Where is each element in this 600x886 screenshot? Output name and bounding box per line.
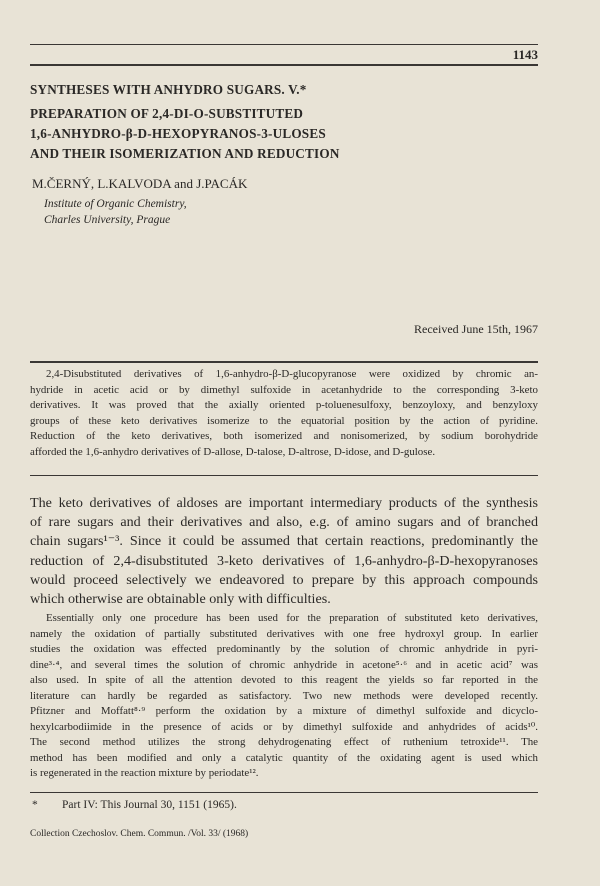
journal-footer: Collection Czechoslov. Chem. Commun. /Vol. 33/ (1968): [30, 829, 249, 839]
intro-line: chain sugars¹⁻³. Since it could be assumed that certain reactions, predominantly the: [30, 533, 538, 550]
body-line: is regenerated in the reaction mixture by periodate¹².: [30, 767, 259, 779]
body-paragraph: [30, 611, 538, 782]
abstract-top-rule: [30, 361, 538, 363]
abstract-line: afforded the 1,6-anhydro derivatives of D-allose, D-talose, D-altrose, D-idose, and D-gulose.: [30, 445, 436, 458]
body-line: method has been modified and only a catalytic quantity of the oxidating agent is used which: [30, 751, 538, 764]
intro-line: The keto derivatives of aldoses are important intermediary products of the synthesis: [30, 495, 538, 511]
abstract-line: Reduction of the keto derivatives, both isomerized and nonisomerized, by sodium borohydride: [30, 430, 538, 443]
top-rule: [30, 44, 538, 45]
body-line: studies the oxidation was effected predominantly by the solution of chromic anhydride in pyri-: [30, 643, 538, 655]
article-title: [30, 80, 540, 164]
affiliation-line: Institute of Organic Chemistry,: [44, 198, 187, 210]
title-line: SYNTHESES WITH ANHYDRO SUGARS. V.*: [30, 82, 307, 97]
abstract-line: groups of these keto derivatives isomerize to the equatorial position by the action of pyridine.: [30, 414, 538, 427]
intro-line: which otherwise are obtainable only with difficulties.: [30, 591, 331, 608]
received-date: Received June 15th, 1967: [414, 322, 538, 336]
abstract: [30, 367, 538, 461]
affiliation: [44, 196, 187, 228]
page-number: 1143: [512, 47, 538, 62]
body-line: Pfitzner and Moffatt⁸·⁹ perform the oxidation by a mixture of dimethyl sulfoxide and dicyclo-: [30, 705, 538, 717]
body-line: namely the oxidation of partially substituted derivatives with one free hydroxyl group. In earlier: [30, 627, 538, 640]
intro-line: of rare sugars and their derivatives and also, e.g. of amino sugars and of branched: [30, 514, 538, 531]
header-rule: [30, 64, 538, 66]
body-line: dine³·⁴, and several times the solution of chromic anhydride in acetone⁵·⁶ and in acetic acid⁷ was: [30, 658, 538, 671]
footnote-rule: [30, 792, 538, 793]
body-line: literature can hardly be regarded as satisfactory. Two new methods were developed recently.: [30, 689, 538, 702]
title-line: PREPARATION OF 2,4-DI-O-SUBSTITUTED: [30, 106, 304, 121]
body-line: also used. In spite of all the attention devoted to this reagent the yields so far reported in the: [30, 674, 538, 686]
intro-paragraph: [30, 494, 538, 609]
abstract-line: derivatives. It was proved that the axially oriented p-toluenesulfoxy, benzoyloxy, and benzyloxy: [30, 399, 538, 412]
affiliation-line: Charles University, Prague: [44, 214, 171, 226]
intro-line: reduction of 2,4-disubstituted 3-keto derivatives of 1,6-anhydro-β-D-hexopyranoses: [30, 552, 538, 569]
footnote-text: Part IV: This Journal 30, 1151 (1965).: [62, 799, 237, 811]
authors: M.ČERNÝ, L.KALVODA and J.PACÁK: [32, 176, 248, 191]
abstract-line: 2,4-Disubstituted derivatives of 1,6-anhydro-β-D-glucopyranose were oxidized by chromic an-: [46, 368, 538, 380]
intro-line: would proceed selectively we endeavored to prepare by this approach compounds: [30, 571, 538, 588]
body-line: The second method utilizes the strong dehydrogenating effect of ruthenium tetroxide¹¹. The: [30, 736, 538, 748]
body-line: Essentially only one procedure has been used for the preparation of substituted keto derivatives,: [46, 612, 538, 624]
abstract-line: hydride in acetic acid or by dimethyl sulfoxide in acetanhydride to the corresponding 3-keto: [30, 383, 538, 396]
footnote-mark: *: [32, 799, 38, 811]
abstract-bottom-rule: [30, 475, 538, 476]
footnote: [32, 799, 237, 811]
title-line: AND THEIR ISOMERIZATION AND REDUCTION: [30, 146, 340, 161]
title-line: 1,6-ANHYDRO-β-D-HEXOPYRANOS-3-ULOSES: [30, 126, 326, 141]
body-line: hexylcarbodiimide in the presence of acids or by dimethyl sulfoxide and anhydrides of acids¹⁰.: [30, 720, 538, 733]
